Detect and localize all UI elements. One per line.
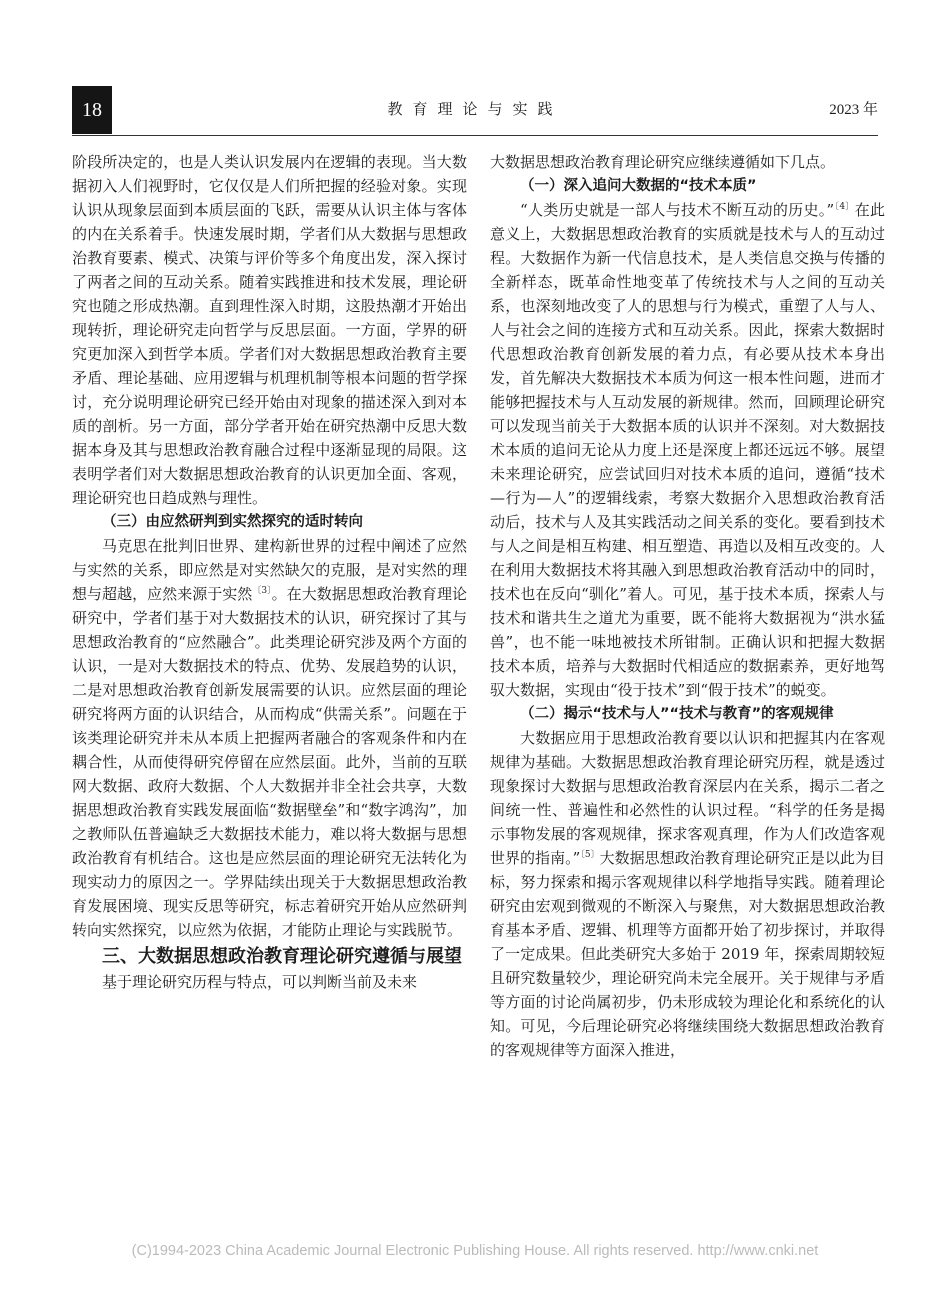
right-column (490, 150, 885, 1062)
paragraph: 大数据应用于思想政治教育要以认识和把握其内在客观规律为基础。大数据思想政治教育理论研究历程，就是透过现象探讨大数据与思想政治教育深层内在关系，揭示二者之间统一性、普遍性和必然性的认识过程。“科学的任务是揭示事物发展的客观规律，探求客观真理，作为人们改造客观世界的指南。”$^{〔5〕}$大数据思想政治教育理论研究正是以此为目标，努力探索和揭示客观规律以科学地指导实践。随着理论研究由宏观到微观的不断深入与聚焦，对大数据思想政治教育基本矛盾、逻辑、机理等方面都开始了初步探讨，并取得了一定成果。但此类研究大多始于 2019 年，探索周期较短且研究数量较少，理论研究尚未完全展开。关于规律与矛盾等方面的讨论尚属初步，仍未形成较为理论化和系统化的认知。可见，今后理论研究必将继续围绕大数据思想政治教育的客观规律等方面深入推进， (490, 729, 885, 1059)
section-heading: （二）揭示“技术与人”“技术与教育”的客观规律 (520, 706, 834, 722)
section-heading: （三）由应然研判到实然探究的适时转向 (102, 514, 363, 530)
header-rule (72, 135, 878, 136)
paragraph: 阶段所决定的，也是人类认识发展内在逻辑的表现。当大数据初入人们视野时，它仅仅是人们所把握的经验对象。实现认识从现象层面到本质层面的飞跃，需要从认识主体与客体的内在关系着手。快速发展时期，学者们从大数据与思想政治教育要素、模式、决策与评价等多个角度出发，深入探讨了两者之间的互动关系。随着实践推进和技术发展，理论研究也随之形成热潮。直到理性深入时期，这股热潮才开始出现转折，理论研究走向哲学与反思层面。一方面，学界的研究更加深入到哲学本质。学者们对大数据思想政治教育主要矛盾、理论基础、应用逻辑与机理机制等根本问题的哲学探讨，充分说明理论研究已经开始由对现象的描述深入到对本质的剖析。另一方面，部分学者开始在研究热潮中反思大数据本身及其与思想政治教育融合过程中逐渐显现的局限。这表明学者们对大数据思想政治教育的认识更加全面、客观，理论研究也日趋成熟与理性。 (72, 153, 467, 507)
page-number: 18 (72, 86, 112, 134)
paragraph: 基于理论研究历程与特点，可以判断当前及未来 (102, 973, 418, 991)
paragraph: 大数据思想政治教育理论研究应继续遵循如下几点。 (490, 153, 836, 171)
left-column (72, 150, 467, 994)
paragraph: 马克思在批判旧世界、建构新世界的过程中阐述了应然与实然的关系，即应然是对实然缺欠的克服，是对实然的理想与超越，应然来源于实然$^{〔3〕}$。在大数据思想政治教育理论研究中，学者们基于对大数据技术的认识，研究探讨了其与思想政治教育的“应然融合”。此类理论研究涉及两个方面的认识，一是对大数据技术的特点、优势、发展趋势的认识，二是对思想政治教育创新发展需要的认识。应然层面的理论研究将两方面的认识结合，从而构成“供需关系”。问题在于该类理论研究并未从本质上把握两者融合的客观条件和内在耦合性，从而使得研究停留在应然层面。此外，当前的互联网大数据、政府大数据、个人大数据并非全社会共享，大数据思想政治教育实践发展面临“数据壁垒”和“数字鸿沟”，加之教师队伍普遍缺乏大数据技术能力，难以将大数据与思想政治教育有机结合。这也是应然层面的理论研究无法转化为现实动力的原因之一。学界陆续出现关于大数据思想政治教育发展困境、现实反思等研究，标志着研究开始从应然研判转向实然探究，以应然为依据，才能防止理论与实践脱节。 (72, 537, 467, 939)
journal-title: 教育理论与实践 (387, 100, 563, 118)
copyright-footer: (C)1994-2023 China Academic Journal Electronic Publishing House. All rights reserved. http://www.cnki.net (131, 1243, 819, 1259)
citation-ref: 〔5〕 (580, 850, 600, 860)
publication-year: 2023 年 (829, 102, 878, 118)
chapter-heading: 三、大数据思想政治教育理论研究遵循与展望 (102, 946, 462, 967)
citation-ref: 〔3〕 (252, 586, 272, 596)
citation-ref: 〔4〕 (834, 202, 855, 212)
paragraph: “人类历史就是一部人与技术不断互动的历史。”$^{〔4〕}$在此意义上，大数据思想政治教育的实质就是技术与人的互动过程。大数据作为新一代信息技术，是人类信息交换与传播的全新样态，既革命性地变革了传统技术与人之间的互动关系，也深刻地改变了人的思想与行为模式，重塑了人与人、人与社会之间的连接方式和互动关系。因此，探索大数据时代思想政治教育创新发展的着力点，有必要从技术本身出发，首先解决大数据技术本质为何这一根本性问题，进而才能够把握技术与人互动发展的新规律。然而，回顾理论研究可以发现当前关于大数据本质的认识并不深刻。对大数据技术本质的追问无论从力度上还是深度上都还远远不够。展望未来理论研究，应尝试回归对技术本质的追问，遵循“技术—行为—人”的逻辑线索，考察大数据介入思想政治教育活动后，技术与人及其实践活动之间关系的变化。要看到技术与人之间是相互构建、相互塑造、再造以及相互改变的。人在利用大数据技术将其融入到思想政治教育活动中的同时，技术也在反向“驯化”着人。可见，基于技术本质，探索人与技术和谐共生之道尤为重要，既不能将大数据视为“洪水猛兽”，也不能一味地被技术所钳制。正确认识和把握大数据技术本质，培养与大数据时代相适应的数据素养，更好地驾驭大数据，实现由“役于技术”到“假于技术”的蜕变。 (490, 201, 885, 699)
section-heading: （一）深入追问大数据的“技术本质” (520, 178, 757, 194)
